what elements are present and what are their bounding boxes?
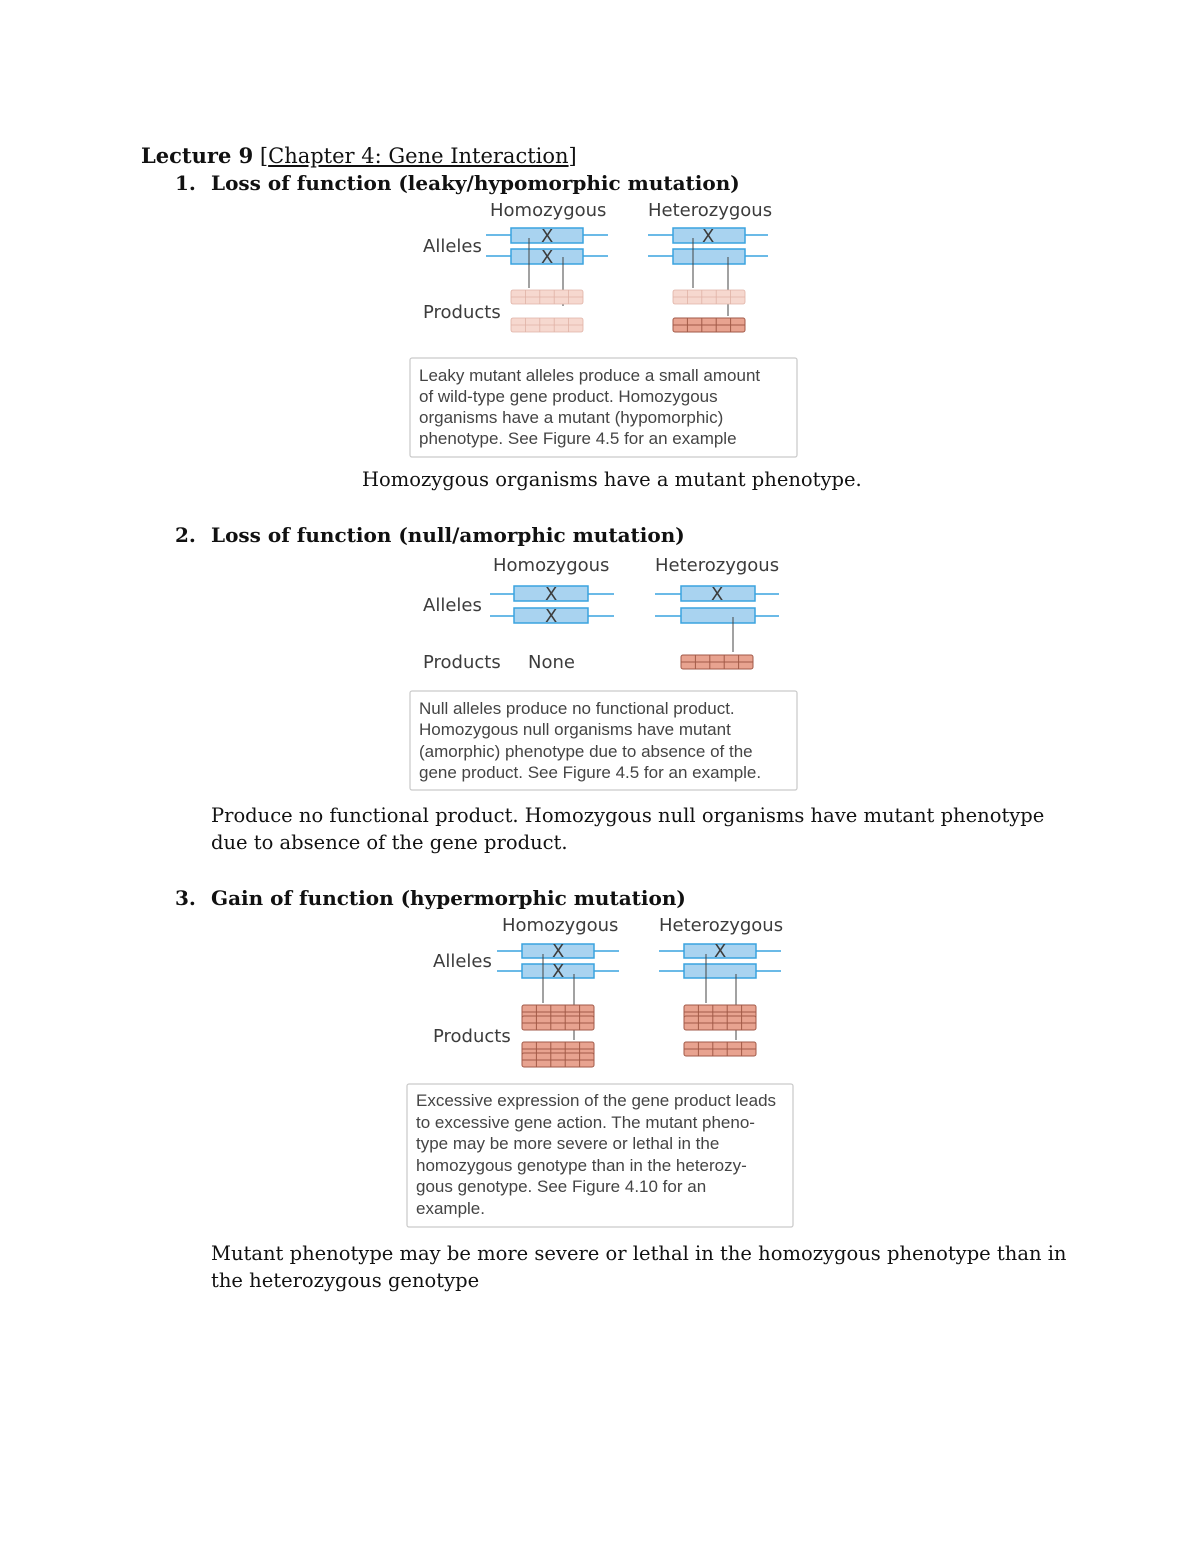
fig3-hetero-product-3 [684,1042,756,1056]
fig1-caption-line-2: of wild-type gene product. Homozygous [419,387,718,406]
fig3-caption-line-1: Excessive expression of the gene product leads [416,1091,777,1110]
fig2-caption-line-2: Homozygous null organisms have mutant [419,720,731,739]
section-3-note: Mutant phenotype may be more severe or lethal in the homozygous phenotype than in the heterozygous genotype [211,1242,1067,1292]
fig2-row-alleles: Alleles [423,595,482,616]
fig2-row-products: Products [423,652,501,673]
fig1-homo-product-1 [511,290,583,304]
figure-3 [407,915,793,1227]
fig3-caption-line-3: type may be more severe or lethal in the [416,1134,720,1153]
fig2-homo-x-2: X [545,606,558,627]
fig3-col-homozygous: Homozygous [502,915,619,936]
fig2-col-heterozygous: Heterozygous [655,555,780,576]
fig2-caption-line-1: Null alleles produce no functional product. [419,699,735,718]
fig1-hetero-x: X [702,226,715,247]
fig1-homo-x-1: X [541,226,554,247]
fig3-caption-line-2: to excessive gene action. The mutant pheno- [416,1113,755,1132]
fig3-homo-x-2: X [552,961,565,982]
fig1-hetero-product-1 [673,290,745,304]
fig3-row-products: Products [433,1026,511,1047]
section-2-note: Produce no functional product. Homozygous null organisms have mutant phenotype due to absence of the gene product. [211,804,1045,854]
fig2-caption-line-3: (amorphic) phenotype due to absence of the [419,742,753,761]
fig2-caption-line-4: gene product. See Figure 4.5 for an example. [419,763,762,782]
lecture-label: Lecture 9 [141,143,254,168]
fig3-homo-product-2 [522,1016,594,1030]
chapter-title: Chapter 4: Gene Interaction [268,144,569,168]
section-1-title: 1. Loss of function (leaky/hypomorphic mutation) [175,171,740,195]
fig1-col-heterozygous: Heterozygous [648,200,773,221]
fig2-hetero-product [681,655,753,669]
section-2-title: 2. Loss of function (null/amorphic mutation) [175,523,685,547]
fig1-caption-line-1: Leaky mutant alleles produce a small amount [419,366,761,385]
fig2-products-none: None [528,652,575,673]
fig3-col-heterozygous: Heterozygous [659,915,784,936]
fig3-homo-product-4 [522,1053,594,1067]
section-1-note: Homozygous organisms have a mutant phenotype. [362,468,862,491]
figure-1 [410,200,797,457]
figure-2 [410,555,797,790]
close-bracket: ] [568,144,577,168]
fig1-caption-line-4: phenotype. See Figure 4.5 for an example [419,429,737,448]
fig1-homo-x-2: X [541,247,554,268]
fig3-hetero-x: X [714,941,727,962]
fig2-hetero-x: X [711,584,724,605]
fig3-caption-line-4: homozygous genotype than in the heterozy- [416,1156,747,1175]
fig3-caption-line-5: gous genotype. See Figure 4.10 for an [416,1177,707,1196]
fig3-hetero-product-2 [684,1016,756,1030]
fig1-homo-product-2 [511,318,583,332]
fig3-row-alleles: Alleles [433,951,492,972]
section-3-title: 3. Gain of function (hypermorphic mutation) [175,886,686,910]
fig2-homo-x-1: X [545,584,558,605]
fig1-row-alleles: Alleles [423,236,482,257]
fig1-hetero-product-2 [673,318,745,332]
fig1-caption-line-3: organisms have a mutant (hypomorphic) [419,408,724,427]
fig2-col-homozygous: Homozygous [493,555,610,576]
fig1-col-homozygous: Homozygous [490,200,607,221]
fig3-homo-x-1: X [552,941,565,962]
fig1-row-products: Products [423,302,501,323]
fig3-caption-line-6: example. [416,1199,485,1218]
open-bracket: [ [259,144,269,168]
